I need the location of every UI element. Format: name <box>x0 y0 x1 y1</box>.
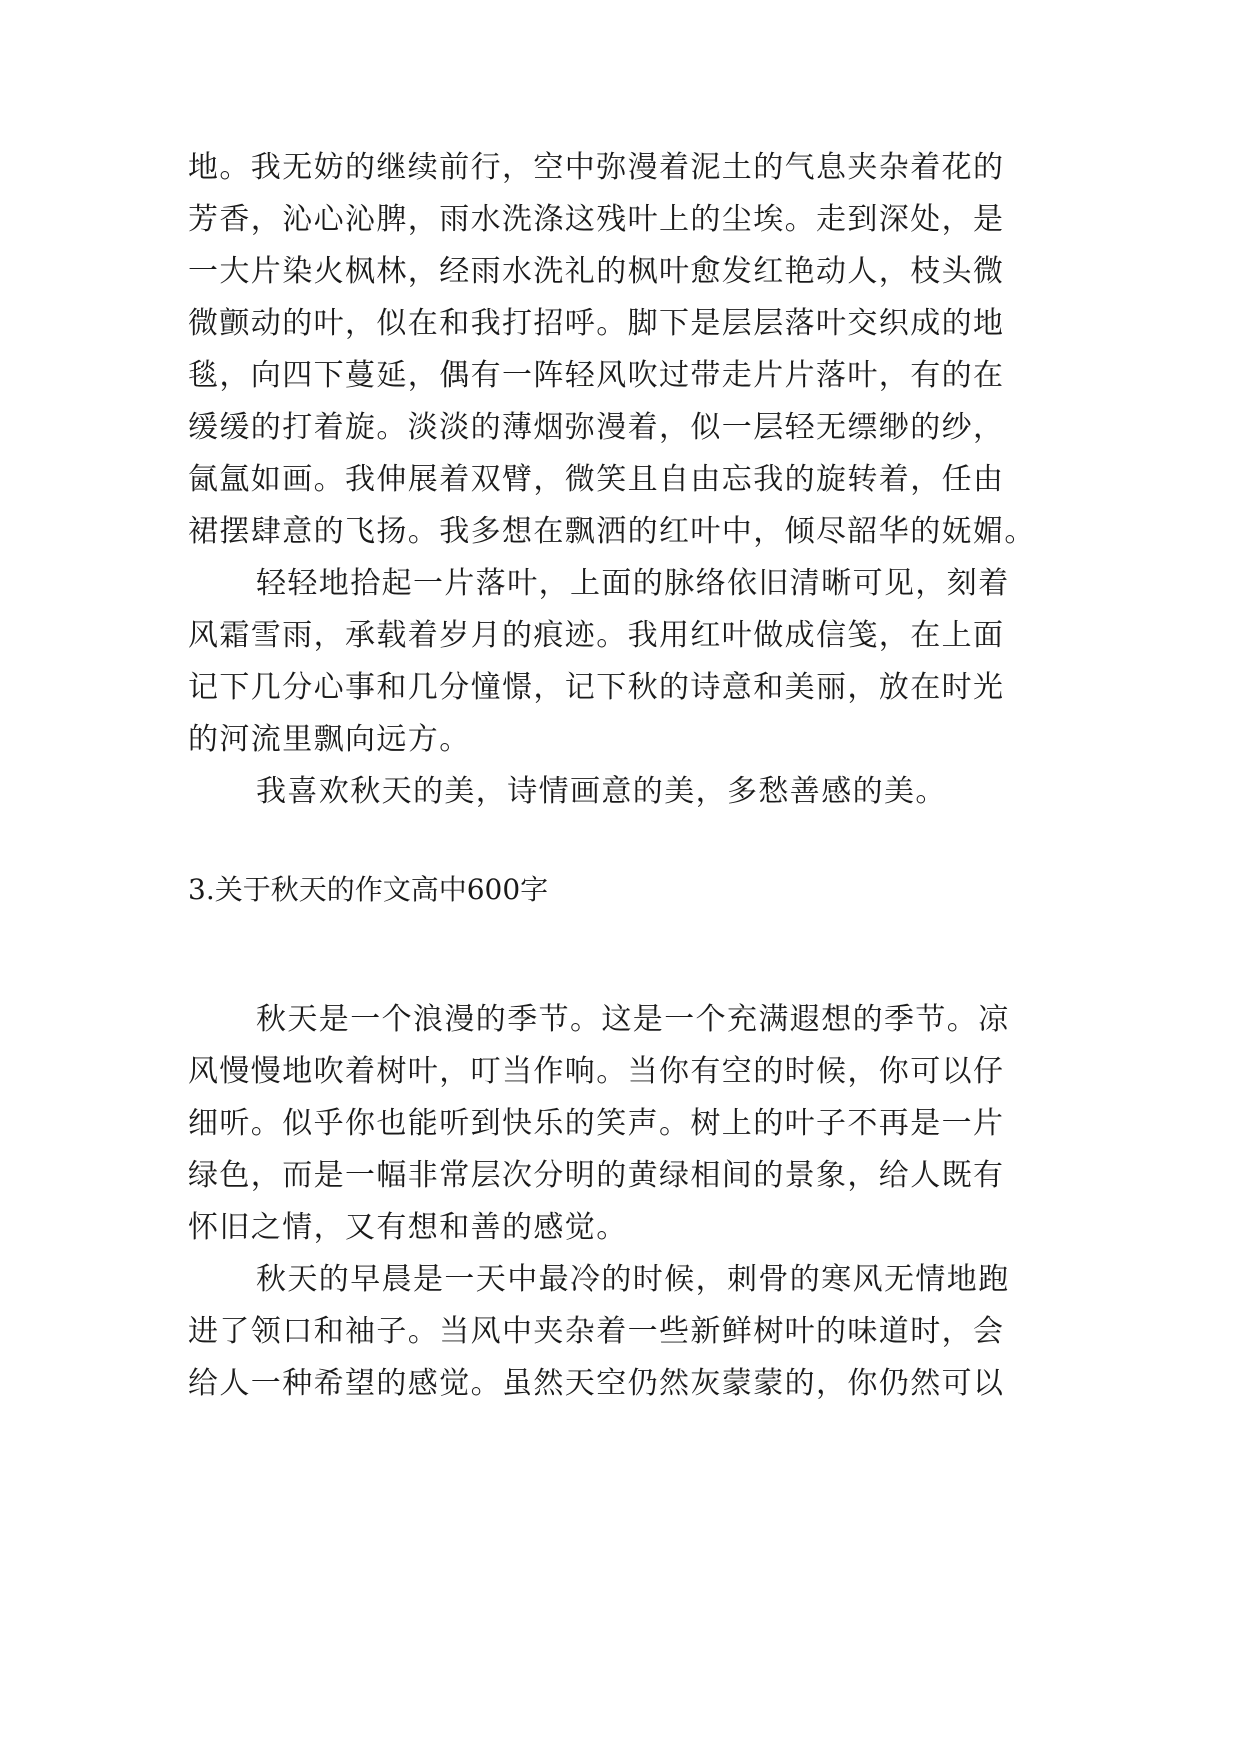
section-heading: 3.关于秋天的作文高中600字 <box>188 873 549 906</box>
paragraph-5-line-2: 进了领口和袖子。当风中夹杂着一些新鲜树叶的味道时，会 <box>188 1314 1005 1349</box>
paragraph-1-line-4: 微颤动的叶，似在和我打招呼。脚下是层层落叶交织成的地 <box>188 306 1005 341</box>
paragraph-4-line-2: 风慢慢地吹着树叶，叮当作响。当你有空的时候，你可以仔 <box>188 1054 1005 1089</box>
paragraph-1-line-8: 裙摆肆意的飞扬。我多想在飘洒的红叶中，倾尽韶华的妩媚。 <box>188 514 1036 549</box>
paragraph-2-line-2: 风霜雪雨，承载着岁月的痕迹。我用红叶做成信笺，在上面 <box>188 618 1005 653</box>
paragraph-5-line-1: 秋天的早晨是一天中最冷的时候，刺骨的寒风无情地跑 <box>256 1262 1010 1297</box>
paragraph-1-line-2: 芳香，沁心沁脾，雨水洗涤这残叶上的尘埃。走到深处，是 <box>188 202 1005 237</box>
paragraph-1-line-1: 地。我无妨的继续前行，空中弥漫着泥土的气息夹杂着花的 <box>188 150 1005 185</box>
paragraph-2-line-4: 的河流里飘向远方。 <box>188 722 471 757</box>
paragraph-5-line-3: 给人一种希望的感觉。虽然天空仍然灰蒙蒙的，你仍然可以 <box>188 1366 1005 1401</box>
paragraph-2-line-3: 记下几分心事和几分憧憬，记下秋的诗意和美丽，放在时光 <box>188 670 1005 705</box>
paragraph-3-line-1: 我喜欢秋天的美，诗情画意的美，多愁善感的美。 <box>256 774 947 809</box>
paragraph-4-line-5: 怀旧之情，又有想和善的感觉。 <box>188 1210 628 1245</box>
paragraph-2-line-1: 轻轻地拾起一片落叶，上面的脉络依旧清晰可见，刻着 <box>256 566 1010 601</box>
paragraph-4-line-1: 秋天是一个浪漫的季节。这是一个充满遐想的季节。凉 <box>256 1002 1010 1037</box>
paragraph-1-line-7: 氤氲如画。我伸展着双臂，微笑且自由忘我的旋转着，任由 <box>188 462 1005 497</box>
paragraph-4-line-4: 绿色，而是一幅非常层次分明的黄绿相间的景象，给人既有 <box>188 1158 1005 1193</box>
paragraph-1-line-6: 缓缓的打着旋。淡淡的薄烟弥漫着，似一层轻无缥缈的纱， <box>188 410 1005 445</box>
paragraph-1-line-3: 一大片染火枫林，经雨水洗礼的枫叶愈发红艳动人，枝头微 <box>188 254 1005 289</box>
paragraph-1-line-5: 毯，向四下蔓延，偶有一阵轻风吹过带走片片落叶，有的在 <box>188 358 1005 393</box>
paragraph-4-line-3: 细听。似乎你也能听到快乐的笑声。树上的叶子不再是一片 <box>188 1106 1005 1141</box>
